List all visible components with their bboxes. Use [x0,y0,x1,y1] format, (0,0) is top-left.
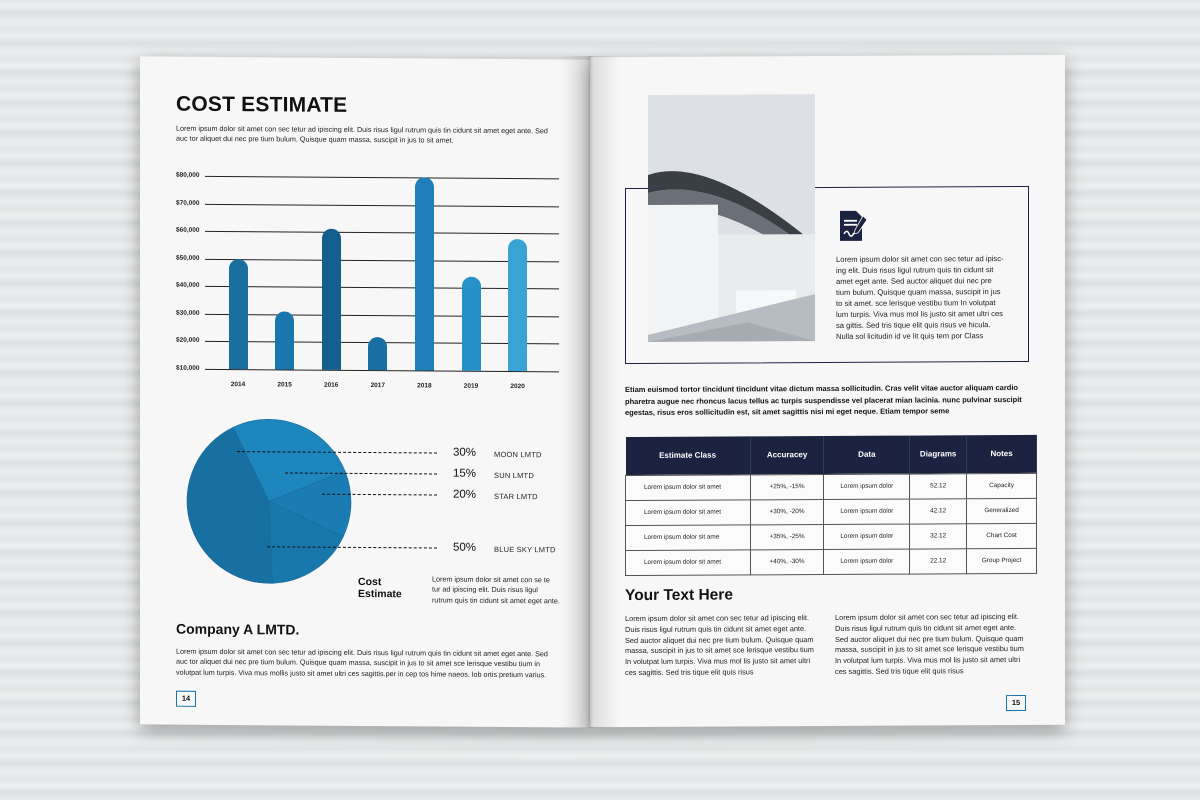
pie-percent-label: 30% [453,446,477,459]
y-tick-label: $40,000 [176,281,200,290]
pie-percent-label: 20% [453,488,477,501]
table-row [626,523,1037,550]
grid-line [205,176,559,179]
grid-line [205,286,559,289]
table-cell: Lorem ipsum dolor [824,474,910,499]
table-header-row [626,435,1037,475]
table-cell: +25%, -15% [750,474,824,499]
column-1-text: Lorem ipsum dolor sit amet con sec tetur ad ipiscing elit. Duis risus ligul rutrum quis tin cidunt sit amet eget ante. Sed auctor aliquet dui nec pre tium bulum. Quisque quam massa, suscipit in jus to sit amet sce lerisque vestibu tium In volutpat lum turpis. Viva mus mol lis justo sit amet ultri ces sagittis. Sed tris tique elit quis risus [625,613,814,678]
table-row [626,473,1037,500]
bar-2016 [322,229,341,370]
bold-paragraph: Etiam euismod tortor tincidunt tincidunt vitae dictum massa sollicitudin. Cras velit vitae auctor aliquam cardio pharetra augue nec rhoncus lacus tellus ac turpis suspendisse vel placerat mian lacinia. nunc pulvinar suscipit egestas, risus eros sollicitudin est, sit amet sagittis nisi mi eget neque. Etiam tempor seme [625,383,1022,418]
header-diagrams: Diagrams [910,435,967,473]
pie-leader-line [322,494,437,496]
y-tick-label: $80,000 [176,171,200,179]
header-notes: Notes [967,435,1037,473]
right-page [590,55,1065,727]
table-cell: Lorem ipsum dolor sit amet [626,549,751,575]
building-photo [648,94,815,342]
table-cell: 22.12 [910,548,967,573]
table-cell: Generalized [967,498,1037,523]
table-cell: +35%, -25% [750,524,824,549]
pie-legend-name: BLUE SKY LMTD [494,544,556,555]
table-cell: +30%, -20% [750,499,824,524]
intro-paragraph: Lorem ipsum dolor sit amet con sec tetur ad ipiscing elit. Duis risus ligul rutrum quis tin cidunt sit amet eget ante. Sed auc tor aliquet dui nec pre tium bulum. Quisque quam massa, suscipit in jus to sit amet. [176,123,548,146]
company-title: Company A LMTD. [176,620,300,638]
table-cell: 52.12 [910,473,967,498]
bar-2015 [275,311,294,369]
header-estimate-class: Estimate Class [626,436,751,475]
x-tick-label: 2015 [277,381,292,389]
page-title: COST ESTIMATE [176,92,348,117]
header-accuracy: Accuracey [750,436,824,474]
pie-caption-line1: Cost [358,575,382,589]
x-tick-label: 2018 [417,382,432,390]
x-tick-label: 2020 [510,383,525,391]
y-tick-label: $30,000 [176,309,200,317]
x-tick-label: 2019 [463,382,479,390]
pie-leader-line [237,451,437,453]
feature-box-text: Lorem ipsum dolor sit amet con sec tetur ad ipisc-ing elit. Duis risus ligul rutrum quis tin cidunt sit amet eget ante. Sed auctor aliquet dui nec pre tium bulum. Quisque quam massa, suscipit in jus to sit amet. sce lerisque vestibu tium In volutpat lum turpis. Viva mus mol lis justo sit amet ultri ces sa gittis. Sed tris tique elit quis risus ve hicula. Nulla sol licitudin id ve lit quis tem por Class [836,254,1004,341]
y-tick-label: $70,000 [176,199,200,207]
contract-icon-graphic [836,208,872,244]
x-tick-label: 2017 [370,382,386,390]
grid-line [205,231,559,234]
building-photo-art [648,94,815,342]
pie-legend-name: SUN LMTD [494,470,534,481]
pie-legend [237,439,556,555]
page-number-right: 15 [1006,695,1026,711]
table-cell: Lorem ipsum dolor sit ame [626,524,751,550]
left-page [140,56,590,727]
pie-caption-title [358,576,402,600]
contract-icon [836,208,872,244]
header-data: Data [824,436,910,474]
pie-legend-name: MOON LMTD [494,449,542,460]
pie-caption-line2: Estimate [358,587,402,601]
grid-line [205,259,559,262]
bar-2018 [415,177,434,370]
table-cell: +40%, -30% [750,549,824,574]
table-cell: 42.12 [910,498,967,523]
pie-leader-line [285,472,437,474]
y-tick-label: $10,000 [176,364,200,372]
estimate-table [625,435,1037,576]
column-2-text: Lorem ipsum dolor sit amet con sec tetur ad ipiscing elit. Duis risus ligul rutrum quis tin cidunt sit amet eget ante. Sed auctor aliquet dui nec pre tium bulum. Quisque quam massa, suscipit in jus to sit amet sce lerisque vestibu tium In volutpat lum turpis. Viva mus mol lis justo sit amet ultri ces sagittis. Sed tris tique elit quis risus [835,611,1024,676]
table-cell: Lorem ipsum dolor [824,524,910,549]
bar-chart [140,156,590,399]
your-text-title: Your Text Here [625,586,733,605]
pie-legend-name: STAR LMTD [494,491,538,502]
y-tick-label: $60,000 [176,226,200,234]
table-cell: 32.12 [910,523,967,548]
table-cell: Group Project [967,548,1037,573]
pie-leader-line [267,546,437,548]
grid-line [205,314,559,317]
x-tick-label: 2014 [230,381,246,389]
y-tick-label: $50,000 [176,254,200,262]
company-paragraph: Lorem ipsum dolor sit amet con sec tetur ad ipiscing elit. Duis risus ligul rutrum quis tin cidunt sit amet eget ante. Sed auc tor aliquet dui nec pre tium bulum. Quisque quam massa, suscipit in jus to sit amet sce lerisque vestibu tium in volutpat lum turpis. Viva mus mollis justo sit amet ultri ces sagittis.per in cep tos hime naeos. lob ortis pretium varius. [176,646,548,680]
table-cell: Lorem ipsum dolor [824,499,910,524]
table-cell: Lorem ipsum dolor [824,549,910,574]
table-row [626,498,1037,525]
pie-caption-text: Lorem ipsum dolor sit amet con se te tur ad ipiscing elit. Duis risus ligul rutrum quis tin cidunt sit amet eget ante. [432,574,560,606]
bar-2019 [462,277,481,371]
y-tick-label: $20,000 [176,337,200,345]
table-cell: Capacity [967,473,1037,498]
x-tick-label: 2016 [323,381,339,389]
bar-2017 [368,337,387,370]
table-cell: Lorem ipsum dolor sit amet [626,474,751,500]
table-cell: Lorem ipsum dolor sit amet [626,499,751,525]
bar-2020 [508,239,527,371]
pie-percent-label: 15% [453,467,477,480]
pie-percent-label: 50% [453,541,477,554]
page-number-left: 14 [176,691,196,707]
bar-2014 [229,259,248,369]
grid-line [205,203,559,206]
estimate-table-wrap [625,435,1037,576]
table-cell: Chart Cost [967,523,1037,548]
table-row [626,548,1037,575]
